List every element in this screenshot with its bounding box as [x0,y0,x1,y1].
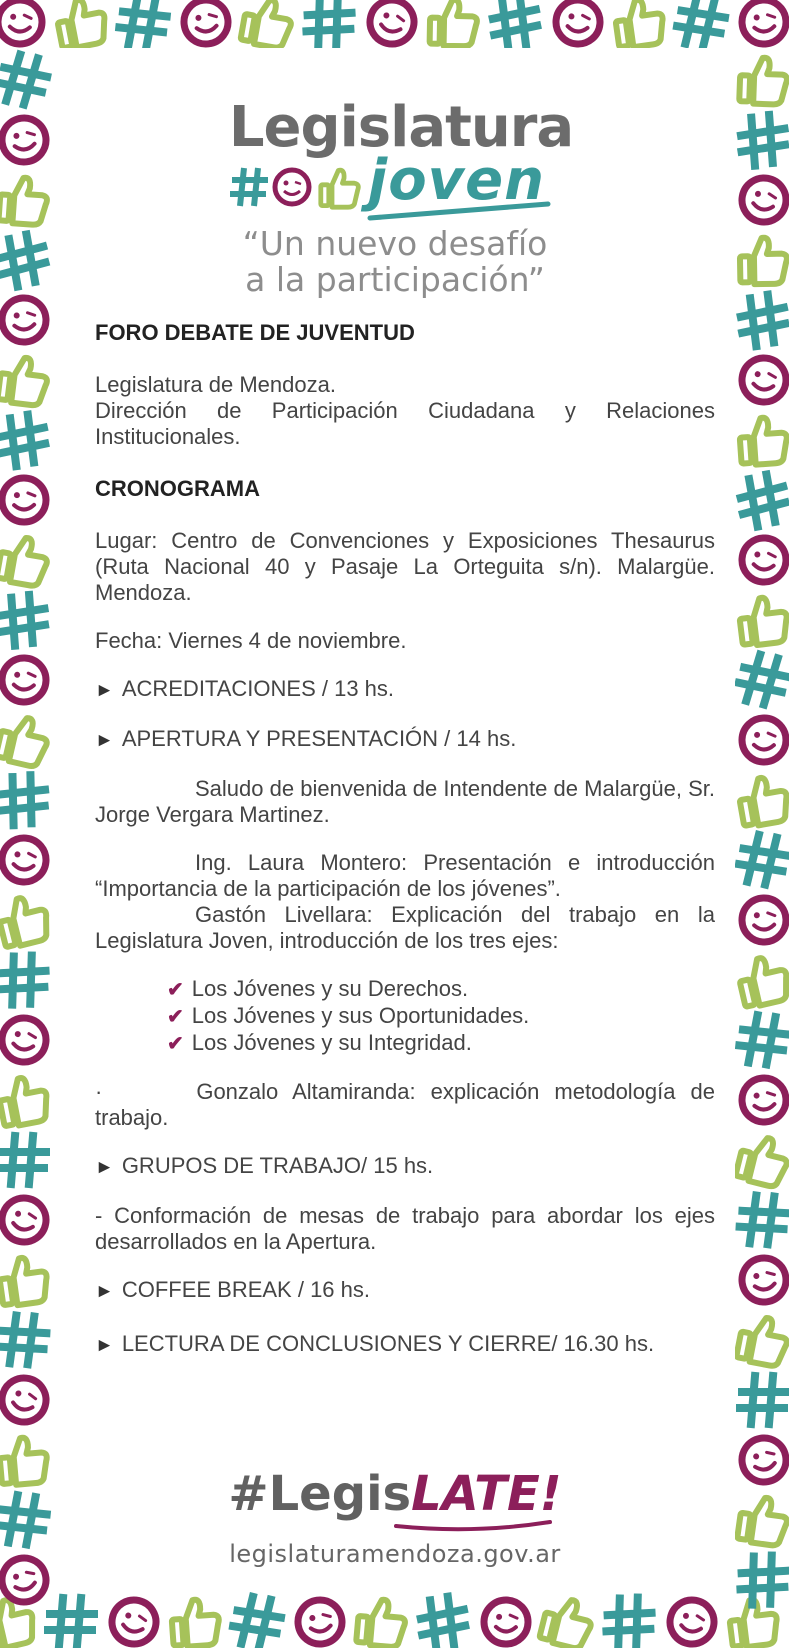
gaston-text: Gastón Livellara: Explicación del trabajo en la Legislatura Joven, introducción de los tres ejes: [95,902,715,953]
arrow-bullet-icon: ► [95,1281,114,1302]
arrow-bullet-icon: ► [95,1157,114,1178]
item-lectura [95,1331,715,1359]
saludo-text: Saludo de bienvenida de Intendente de Malargüe, Sr. Jorge Vergara Martinez. [95,776,715,827]
lectura-text: LECTURA DE CONCLUSIONES Y CIERRE/ 16.30 hs. [121,1331,655,1356]
arrow-bullet-icon: ► [95,680,114,701]
tagline-line-1: “Un nuevo desafío [242,224,548,263]
eje-text: Los Jóvenes y su Integridad. [191,1030,472,1055]
coffee-text: COFFEE BREAK / 16 hs. [121,1277,370,1302]
dot-marker: · [95,1079,103,1104]
item-grupos [95,1153,715,1181]
thumbs-up-icon [321,170,359,207]
ejes-list [167,976,715,1057]
fecha-text: Fecha: Viernes 4 de noviembre. [95,628,407,653]
website-url: legislaturamendoza.gov.ar [229,1540,561,1568]
content-panel [55,48,735,1590]
eje-text: Los Jóvenes y sus Oportunidades. [191,1003,530,1028]
hashtag-late: LATE! [411,1466,562,1522]
tagline [55,226,735,298]
check-icon: ✔ [167,1033,184,1055]
legislatura-joven-logo [55,95,735,299]
check-icon: ✔ [167,979,184,1001]
item-coffee [95,1277,715,1305]
item-acreditaciones [95,676,715,704]
logo-joven-word: joven [368,148,546,213]
grupos-text: GRUPOS DE TRABAJO/ 15 hs. [121,1153,434,1178]
gonzalo-text: Gonzalo Altamiranda: explicación metodología de trabajo. [95,1079,715,1130]
tagline-line-2: a la participación” [245,260,545,299]
laura-text: Ing. Laura Montero: Presentación e introducción “Importancia de la participación de los jóvenes”. [95,850,715,901]
arrow-bullet-icon: ► [95,1335,114,1356]
item-apertura [95,726,715,754]
list-item [167,1030,715,1057]
eje-text: Los Jóvenes y su Derechos. [191,976,469,1001]
hash-icon [230,168,268,206]
schedule-content [95,320,715,1359]
org-line-1: Legislatura de Mendoza. [95,372,336,397]
gonzalo-paragraph [95,1079,715,1131]
logo-title: Legislatura [228,95,574,160]
org-line-2: Dirección de Participación Ciudadana y Relaciones Institucionales. [95,398,715,449]
smiley-icon [275,170,309,204]
logo-joven-row [230,148,560,230]
late-underline [394,1518,554,1534]
arrow-bullet-icon: ► [95,730,114,751]
apertura-text: APERTURA Y PRESENTACIÓN / 14 hs. [121,726,517,751]
hashtag-legis: #Legis [228,1466,412,1522]
footer [55,1466,735,1568]
list-item [167,1003,715,1030]
lugar-text: Lugar: Centro de Convenciones y Exposiciones Thesaurus (Ruta Nacional 40 y Pasaje La Orteguita s/n). Malargüe. Mendoza. [95,528,715,605]
conformacion-text: - Conformación de mesas de trabajo para abordar los ejes desarrollados en la Apertura. [95,1203,715,1254]
legislate-hashtag [228,1466,561,1540]
check-icon: ✔ [167,1006,184,1028]
acreditaciones-text: ACREDITACIONES / 13 hs. [121,676,395,701]
list-item [167,976,715,1003]
foro-heading: FORO DEBATE DE JUVENTUD [95,320,415,345]
cronograma-heading: CRONOGRAMA [95,476,260,501]
